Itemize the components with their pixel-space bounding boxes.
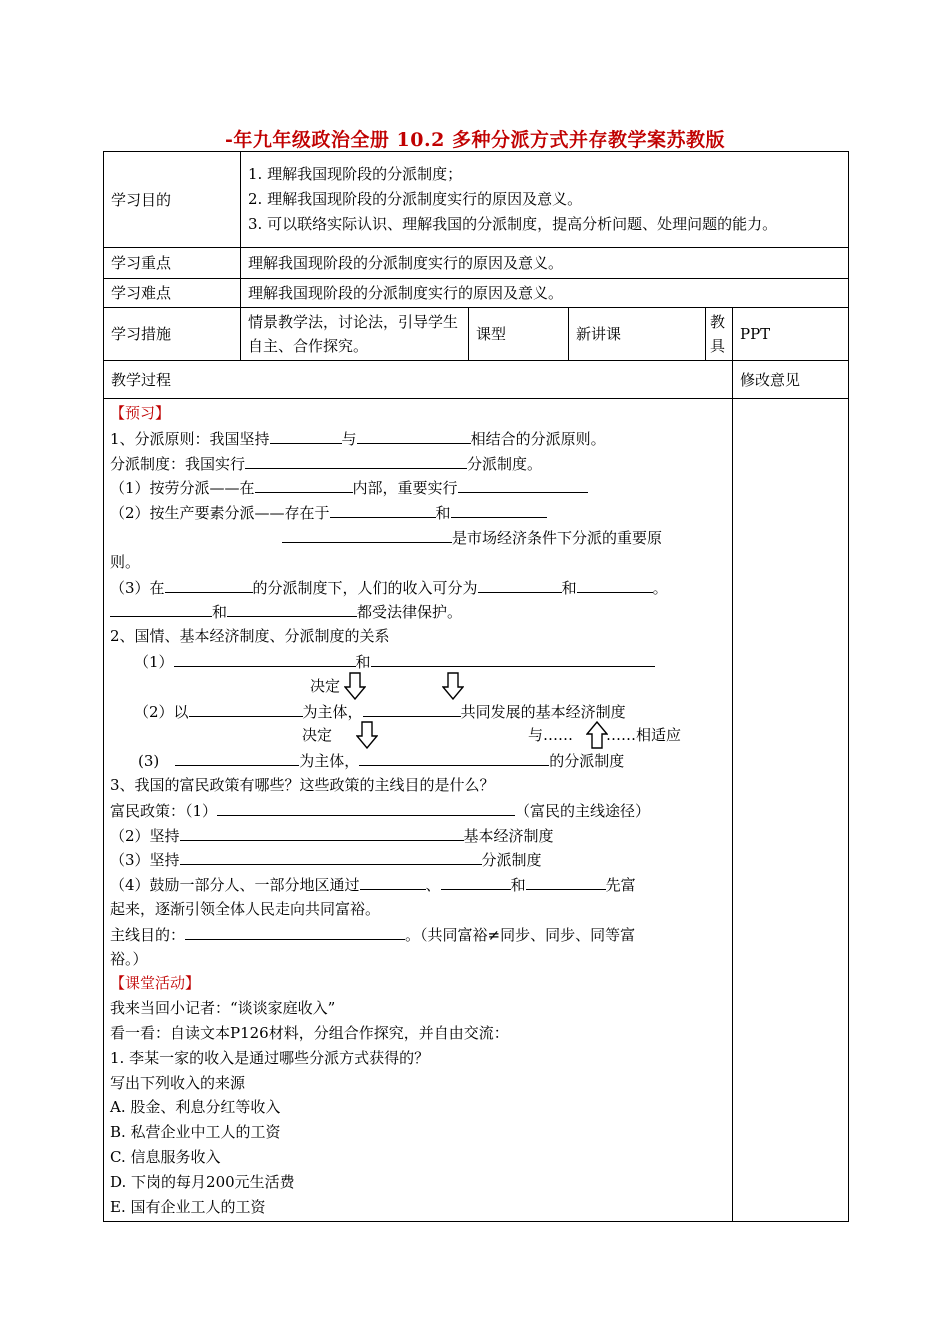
q2-title: 2、国情、基本经济制度、分派制度的关系 <box>110 627 390 646</box>
lesson-type-value: 新讲课 <box>569 308 706 361</box>
q3-line7: 裕。） <box>110 949 148 968</box>
row-difficulties <box>104 279 849 308</box>
down-arrow-icon <box>442 672 464 700</box>
q2-line2 <box>110 674 692 699</box>
q1-line6: 则。 <box>110 552 141 571</box>
q3-line4: （4）鼓励一部分人、一部分地区通过 、 和 先富 <box>110 872 692 897</box>
label-teaching-process: 教学过程 <box>104 361 733 399</box>
up-arrow-icon <box>586 721 608 749</box>
q2-line1: （1） 和 <box>110 649 692 674</box>
objective-item: 1. 理解我国现阶段的分派制度； <box>248 165 463 184</box>
list-item: A. 股金、利息分红等收入 <box>110 1098 281 1117</box>
and-label: 与…… <box>528 726 574 745</box>
q3-line1: 富民政策：（1） （富民的主线途径） <box>110 798 692 823</box>
list-item: C. 信息服务收入 <box>110 1147 221 1166</box>
q3-title: 3、我国的富民政策有哪些？这些政策的主线目的是什么？ <box>110 775 495 794</box>
down-arrow-icon <box>344 672 366 700</box>
decide-label: 决定 <box>302 726 333 745</box>
revision-notes-cell <box>733 399 849 1222</box>
q1-line1: 1、分派原则：我国坚持 与 相结合的分派原则。 <box>110 426 692 451</box>
list-item: B. 私营企业中工人的工资 <box>110 1123 281 1142</box>
decide-label: 决定 <box>310 676 341 695</box>
q3-line2: （2）坚持 基本经济制度 <box>110 823 692 848</box>
activity-heading: 【课堂活动】 <box>110 974 201 993</box>
objectives-cell <box>241 152 849 248</box>
document-title: -年九年级政治全册 10.2 多种分派方式并存教学案苏教版 <box>225 129 725 151</box>
row-key-points <box>104 248 849 279</box>
q2-line5: (3) 为主体， 的分派制度 <box>110 748 692 773</box>
difficulties-value: 理解我国现阶段的分派制度实行的原因及意义。 <box>241 279 849 308</box>
label-objectives: 学习目的 <box>104 152 241 248</box>
key-points-value: 理解我国现阶段的分派制度实行的原因及意义。 <box>241 248 849 279</box>
label-difficulties: 学习难点 <box>104 279 241 308</box>
activity-line: 看一看：自读文本P126材料，分组合作探究，并自由交流： <box>110 1023 509 1042</box>
q3-line6: 主线目的： 。（共同富裕≠同步、同步、同等富 <box>110 922 692 947</box>
label-revision: 修改意见 <box>733 361 849 399</box>
q3-line5: 起来，逐渐引领全体人民走向共同富裕。 <box>110 899 381 918</box>
label-teaching-tools: 教具 <box>706 308 733 361</box>
q2-line4 <box>110 723 692 748</box>
objective-item: 2. 理解我国现阶段的分派制度实行的原因及意义。 <box>248 190 583 209</box>
q1-line3: （1）按劳分派——在 内部，重要实行 <box>110 475 692 500</box>
q2-line3: （2）以 为主体， 共同发展的基本经济制度 <box>110 699 692 724</box>
objective-item: 3. 可以联络实际认识、理解我国的分派制度，提高分析问题、处理问题的能力。 <box>248 214 778 233</box>
activity-line: 1. 李某一家的收入是通过哪些分派方式获得的？ <box>110 1048 430 1067</box>
q1-line5: 是市场经济条件下分派的重要原 <box>110 525 692 550</box>
activity-line: 写出下列收入的来源 <box>110 1073 246 1092</box>
row-objectives <box>104 152 849 248</box>
preview-heading: 【预习】 <box>110 404 171 422</box>
teaching-tools-value: PPT <box>733 308 849 361</box>
row-process-body <box>104 399 849 1222</box>
label-measures: 学习措施 <box>104 308 241 361</box>
process-content <box>104 399 733 1222</box>
label-key-points: 学习重点 <box>104 248 241 279</box>
q3-line3: （3）坚持 分派制度 <box>110 847 692 872</box>
q1-line2: 分派制度：我国实行 分派制度。 <box>110 451 692 476</box>
list-item: E. 国有企业工人的工资 <box>110 1197 266 1216</box>
q1-line8: 和 都受法律保护。 <box>110 599 692 624</box>
activity-line: 我来当回小记者：“谈谈家庭收入” <box>110 999 336 1018</box>
label-lesson-type: 课型 <box>469 308 569 361</box>
q1-line7: （3）在 的分派制度下，人们的收入可分为 和 。 <box>110 575 692 600</box>
list-item: D. 下岗的每月200元生活费 <box>110 1172 295 1191</box>
measures-value: 情景教学法，讨论法，引导学生自主、合作探究。 <box>241 308 469 361</box>
row-measures <box>104 308 849 361</box>
lesson-plan-table <box>103 151 849 1222</box>
q1-line4: （2）按生产要素分派——存在于 和 <box>110 500 692 525</box>
down-arrow-icon <box>356 721 378 749</box>
adapt-label: ……相适应 <box>606 726 682 745</box>
row-process-header <box>104 361 849 399</box>
